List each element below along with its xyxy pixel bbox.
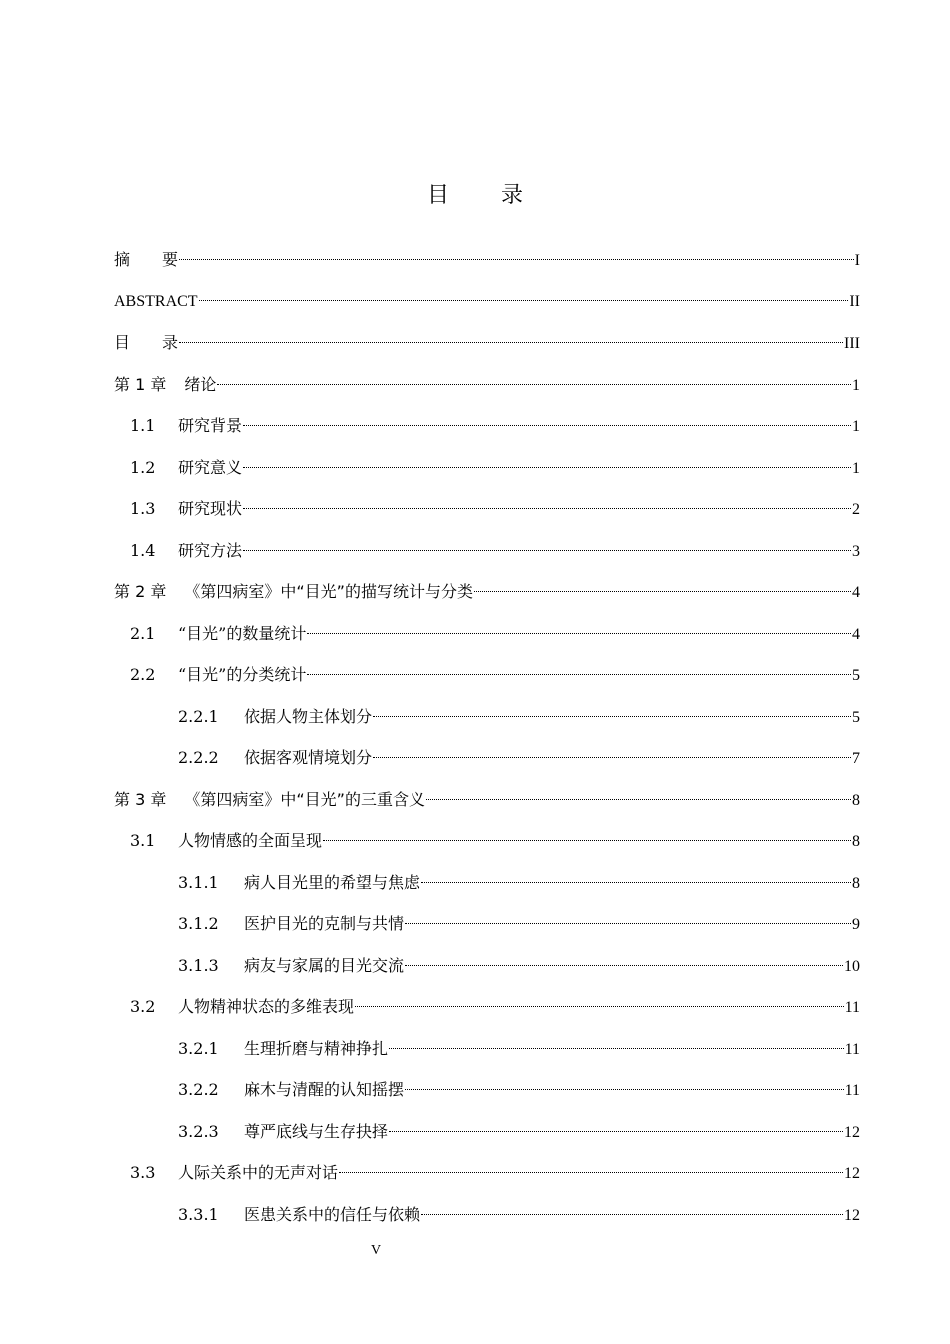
toc-entry-label: 病友与家属的目光交流: [244, 955, 405, 975]
toc-entry-number: 3.1: [130, 831, 156, 850]
toc-entry-page-number: I: [854, 252, 860, 269]
dot-leader: [474, 591, 851, 592]
toc-entry-label: 摘 要: [114, 250, 179, 269]
toc-entry[interactable]: [114, 488, 860, 530]
toc-entry-page-number: 1: [852, 418, 860, 435]
dot-leader: [421, 882, 851, 883]
toc-entry-number: 3.2.1: [178, 1038, 219, 1058]
toc-entry-page-number: 3: [852, 542, 860, 560]
toc-entry-number: 3.1.1: [178, 872, 219, 892]
toc-entry-number: 第 2 章: [114, 582, 167, 601]
toc-entry[interactable]: [114, 779, 860, 821]
dot-leader: [339, 1172, 843, 1173]
toc-entry-page-number: III: [844, 335, 860, 352]
toc-entry-page-number: 7: [852, 750, 860, 767]
toc-entry-label: 人际关系中的无声对话: [178, 1163, 339, 1182]
page-title-right: 录: [501, 183, 524, 208]
dot-leader: [179, 259, 854, 260]
toc-entry-number: 3.1.2: [178, 914, 219, 933]
toc-entry-label: 医护目光的克制与共情: [244, 914, 405, 933]
toc-entry-label: 《第四病室》中“目光”的三重含义: [184, 789, 425, 809]
toc-entry[interactable]: [114, 239, 860, 281]
page-title-left: 目: [426, 183, 449, 208]
toc-entry-number: 1.1: [130, 416, 156, 435]
toc-entry[interactable]: [114, 1152, 860, 1194]
dot-leader: [405, 965, 843, 966]
toc-entry[interactable]: [114, 654, 860, 696]
dot-leader: [373, 716, 851, 717]
toc-entry[interactable]: [114, 405, 860, 447]
toc-entry[interactable]: [114, 281, 860, 323]
toc-entry-page-number: 8: [852, 791, 860, 809]
toc-entry-number: 3.1.3: [178, 955, 219, 975]
toc-entry-number: 3.3: [130, 1163, 156, 1182]
toc-entry-number: 1.2: [130, 457, 156, 477]
toc-entry-number: 第 1 章: [114, 374, 167, 394]
toc-entry-page-number: 8: [852, 833, 860, 850]
toc-entry-label: 目 录: [114, 333, 179, 352]
toc-entry-page-number: 4: [852, 584, 860, 601]
toc-entry-page-number: 4: [852, 625, 860, 643]
toc-entry-number: 3.2.3: [178, 1121, 219, 1141]
toc-entry-label: 研究方法: [178, 540, 243, 560]
toc-entry-label: 研究现状: [178, 499, 243, 518]
dot-leader: [243, 467, 851, 468]
toc-entry-page-number: 5: [852, 708, 860, 726]
toc-entry-page-number: 10: [844, 957, 860, 975]
toc-entry-label: 依据人物主体划分: [244, 706, 373, 726]
dot-leader: [405, 923, 851, 924]
toc-entry-page-number: 12: [844, 1206, 860, 1224]
dot-leader: [243, 508, 851, 509]
toc-entry-page-number: 11: [844, 999, 860, 1016]
toc-entry-number: 第 3 章: [114, 789, 167, 809]
dot-leader: [426, 799, 851, 800]
toc-entry[interactable]: [114, 696, 860, 738]
toc-entry-label: 人物精神状态的多维表现: [178, 997, 355, 1016]
toc-entry[interactable]: [114, 986, 860, 1028]
toc-entry-label: “目光”的分类统计: [178, 665, 307, 684]
toc-entry-page-number: 9: [852, 916, 860, 933]
toc-entry-page-number: 1: [852, 376, 860, 394]
toc-entry-label: 《第四病室》中“目光”的描写统计与分类: [184, 582, 473, 601]
toc-entry-label: 麻木与清醒的认知摇摆: [244, 1080, 405, 1099]
toc-entry-label: 绪论: [184, 374, 217, 394]
toc-entry-page-number: 12: [844, 1123, 860, 1141]
dot-leader: [389, 1048, 844, 1049]
toc-entry-number: 3.2: [130, 997, 156, 1016]
toc-entry-number: 3.3.1: [178, 1204, 219, 1224]
toc-entry-number: 3.2.2: [178, 1080, 219, 1099]
toc-entry-label: 生理折磨与精神挣扎: [244, 1038, 389, 1058]
dot-leader: [179, 342, 843, 343]
toc-entry-label: 研究意义: [178, 457, 243, 477]
toc-entry-page-number: 12: [844, 1165, 860, 1182]
dot-leader: [355, 1006, 844, 1007]
dot-leader: [243, 425, 851, 426]
dot-leader: [307, 674, 851, 675]
toc-entry[interactable]: [114, 1194, 860, 1236]
dot-leader: [323, 840, 851, 841]
page-number: V: [370, 1243, 382, 1258]
toc-entry[interactable]: [114, 530, 860, 572]
toc-entry-page-number: 8: [852, 874, 860, 892]
toc-entry[interactable]: [114, 447, 860, 489]
toc-entry-label: 病人目光里的希望与焦虑: [244, 872, 421, 892]
dot-leader: [421, 1214, 843, 1215]
toc-entry[interactable]: [114, 1028, 860, 1070]
toc-entry[interactable]: [114, 862, 860, 904]
toc-entry-label: 医患关系中的信任与依赖: [244, 1204, 421, 1224]
dot-leader: [243, 550, 851, 551]
toc-entry[interactable]: [114, 571, 860, 613]
toc-entry-label: 尊严底线与生存抉择: [244, 1121, 389, 1141]
dot-leader: [405, 1089, 844, 1090]
dot-leader: [199, 300, 849, 301]
toc-entry-label: 依据客观情境划分: [244, 748, 373, 767]
toc-entry-number: 2.2.1: [178, 706, 219, 726]
toc-entry-number: 2.2.2: [178, 748, 219, 767]
toc-entry-page-number: 2: [852, 501, 860, 518]
toc-entry[interactable]: [114, 1111, 860, 1153]
toc-entry[interactable]: [114, 945, 860, 987]
dot-leader: [389, 1131, 843, 1132]
toc-entry-label: “目光”的数量统计: [178, 623, 307, 643]
toc-entry[interactable]: [114, 322, 860, 364]
toc-entry-number: 1.3: [130, 499, 156, 518]
toc-entry-page-number: 1: [852, 459, 860, 477]
toc-entry-number: 2.2: [130, 665, 156, 684]
toc-entry-page-number: II: [849, 292, 860, 310]
toc-entry-label: 人物情感的全面呈现: [178, 831, 323, 850]
toc-entry[interactable]: [114, 613, 860, 655]
toc-entry-label: 研究背景: [178, 416, 243, 435]
toc-entry-page-number: 11: [844, 1040, 860, 1058]
toc-entry[interactable]: [114, 820, 860, 862]
toc-entry[interactable]: [114, 364, 860, 406]
toc-entry[interactable]: [114, 903, 860, 945]
toc-entry-page-number: 11: [844, 1082, 860, 1099]
dot-leader: [373, 757, 851, 758]
toc-entry-label: ABSTRACT: [114, 292, 198, 310]
toc-entry[interactable]: [114, 737, 860, 779]
dot-leader: [307, 633, 851, 634]
toc-entry-number: 2.1: [130, 623, 156, 643]
toc-entry-page-number: 5: [852, 667, 860, 684]
toc-entry[interactable]: [114, 1069, 860, 1111]
toc-entry-number: 1.4: [130, 540, 156, 560]
dot-leader: [217, 384, 851, 385]
table-of-contents: [114, 239, 860, 1235]
page-title: [0, 178, 950, 209]
